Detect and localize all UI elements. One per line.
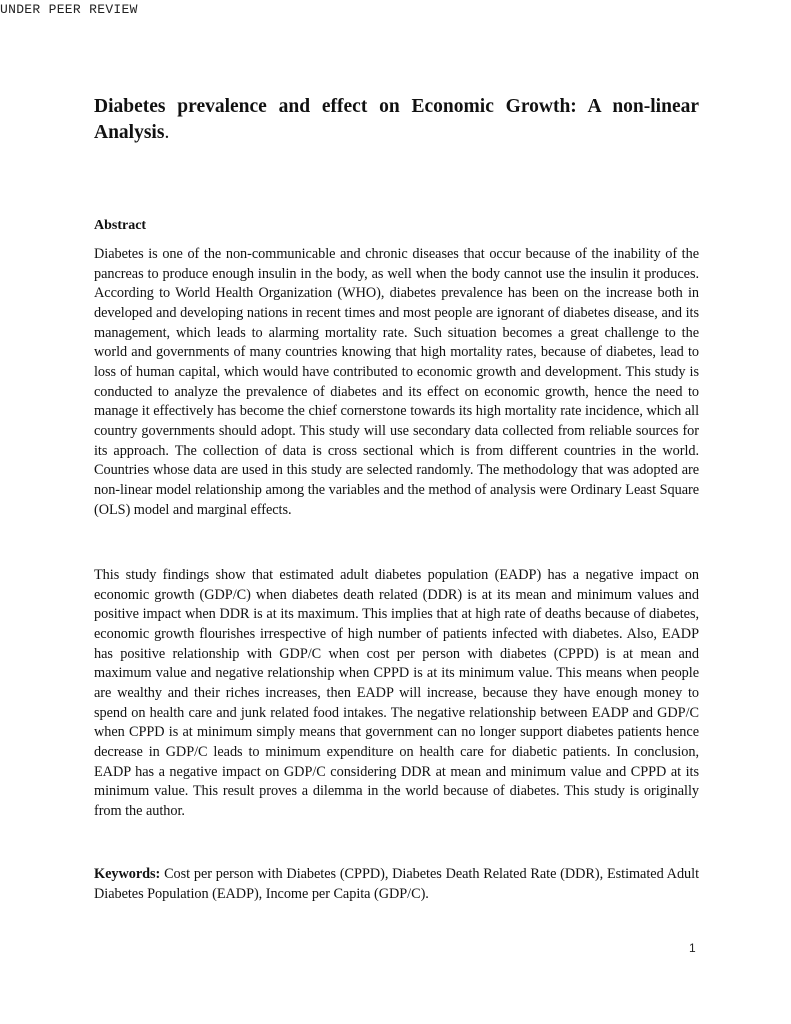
keywords-label: Keywords:	[94, 866, 161, 882]
paper-title	[94, 94, 699, 146]
keywords-text: Cost per person with Diabetes (CPPD), Diabetes Death Related Rate (DDR), Estimated Adult Diabetes Population (EADP), Income per Capita (GDP/C).	[94, 866, 699, 902]
paper-title-text: Diabetes prevalence and effect on Economic Growth: A non-linear Analysis	[94, 96, 699, 143]
abstract-paragraph-1: Diabetes is one of the non-communicable and chronic diseases that occur because of the inability of the pancreas to produce enough insulin in the body, as well when the body cannot use the insulin it produces. According to World Health Organization (WHO), diabetes prevalence has been on the increase both in developed and developing nations in recent times and most people are ignorant of diabetes disease, and its management, which leads to alarming mortality rate. Such situation becomes a great challenge to the world and governments of many countries knowing that high mortality rates, because of diabetes, lead to loss of human capital, which would have contributed to economic growth and development. This study is conducted to analyze the prevalence of diabetes and its effect on economic growth, hence the need to manage it effectively has become the chief cornerstone towards its high mortality rate incidence, which all country governments should adopt. This study will use secondary data collected from reliable sources for its approach. The collection of data is cross sectional which is from different countries in the world. Countries whose data are used in this study are selected randomly. The methodology that was adopted are non-linear model relationship among the variables and the method of analysis were Ordinary Least Square (OLS) model and marginal effects.	[94, 246, 699, 518]
abstract-heading: Abstract	[94, 218, 147, 233]
page-number: 1	[689, 941, 696, 955]
paper-title-period: .	[164, 122, 170, 143]
peer-review-watermark: UNDER PEER REVIEW	[0, 2, 138, 17]
keywords-section	[94, 865, 699, 904]
abstract-paragraph-2: This study findings show that estimated adult diabetes population (EADP) has a negative impact on economic growth (GDP/C) when diabetes death related (DDR) is at its mean and minimum values and positive impact when DDR is at its maximum. This implies that at high rate of deaths because of diabetes, economic growth flourishes irrespective of high number of patients infected with diabetes. Also, EADP has positive relationship with GDP/C when cost per person with diabetes (CPPD) is at mean and maximum value and negative relationship when CPPD is at its minimum value. This means when people are wealthy and their riches increases, then EADP will increase, because they have enough money to spend on health care and junk related food intakes. The negative relationship between EADP and GDP/C when CPPD is at minimum simply means that government can no longer support diabetes patients hence decrease in GDP/C leads to minimum expenditure on health care for diabetic patients. In conclusion, EADP has a negative impact on GDP/C considering DDR at mean and minimum value and CPPD at its minimum value. This result proves a dilemma in the world because of diabetes. This study is originally from the author.	[94, 567, 699, 819]
